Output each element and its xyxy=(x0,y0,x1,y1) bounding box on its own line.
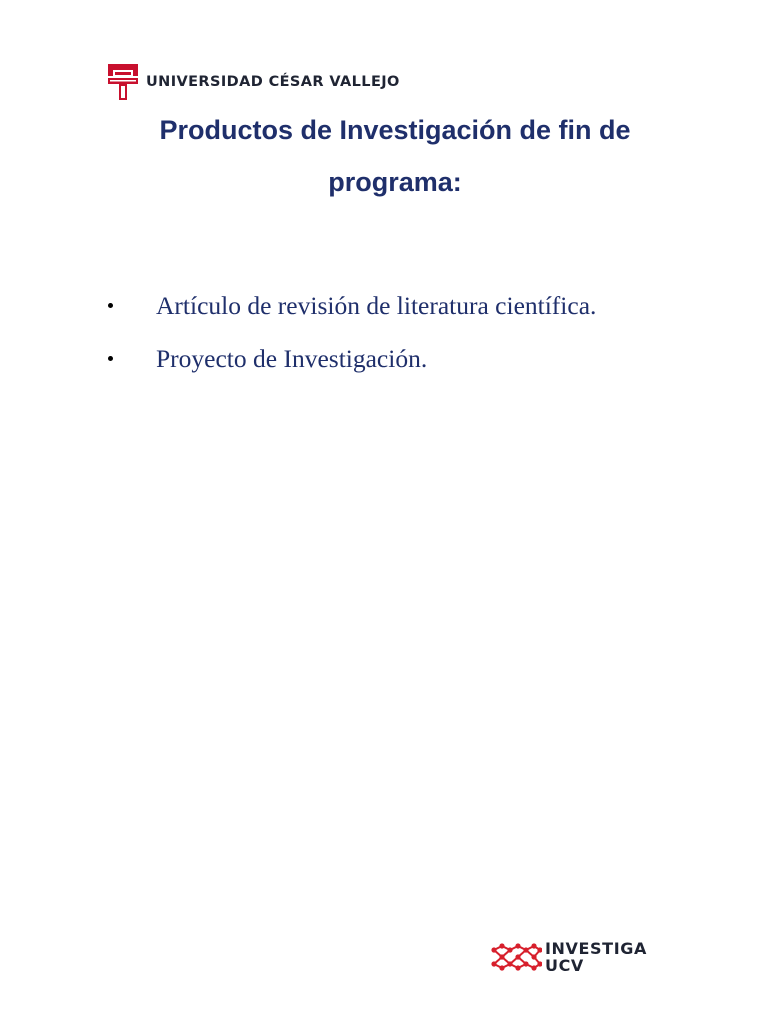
products-list xyxy=(108,281,668,387)
brand-line-1: INVESTIGA xyxy=(545,939,647,958)
network-dots-icon xyxy=(490,940,542,974)
list-item xyxy=(108,334,668,384)
page-title xyxy=(100,104,690,208)
bullet-icon xyxy=(108,303,113,308)
university-logo xyxy=(107,62,400,102)
investiga-wordmark xyxy=(545,940,647,974)
brand-line-2: UCV xyxy=(545,956,584,975)
university-name: UNIVERSIDAD CÉSAR VALLEJO xyxy=(146,74,400,90)
title-line-2: programa: xyxy=(328,167,462,197)
list-item-text: Artículo de revisión de literatura científica. xyxy=(156,291,597,320)
list-item-text: Proyecto de Investigación. xyxy=(156,344,428,373)
investiga-ucv-logo xyxy=(490,940,647,974)
bullet-icon xyxy=(108,356,113,361)
title-line-1: Productos de Investigación de fin de xyxy=(159,115,631,145)
ucv-shield-icon xyxy=(107,62,139,102)
list-item xyxy=(108,281,668,331)
